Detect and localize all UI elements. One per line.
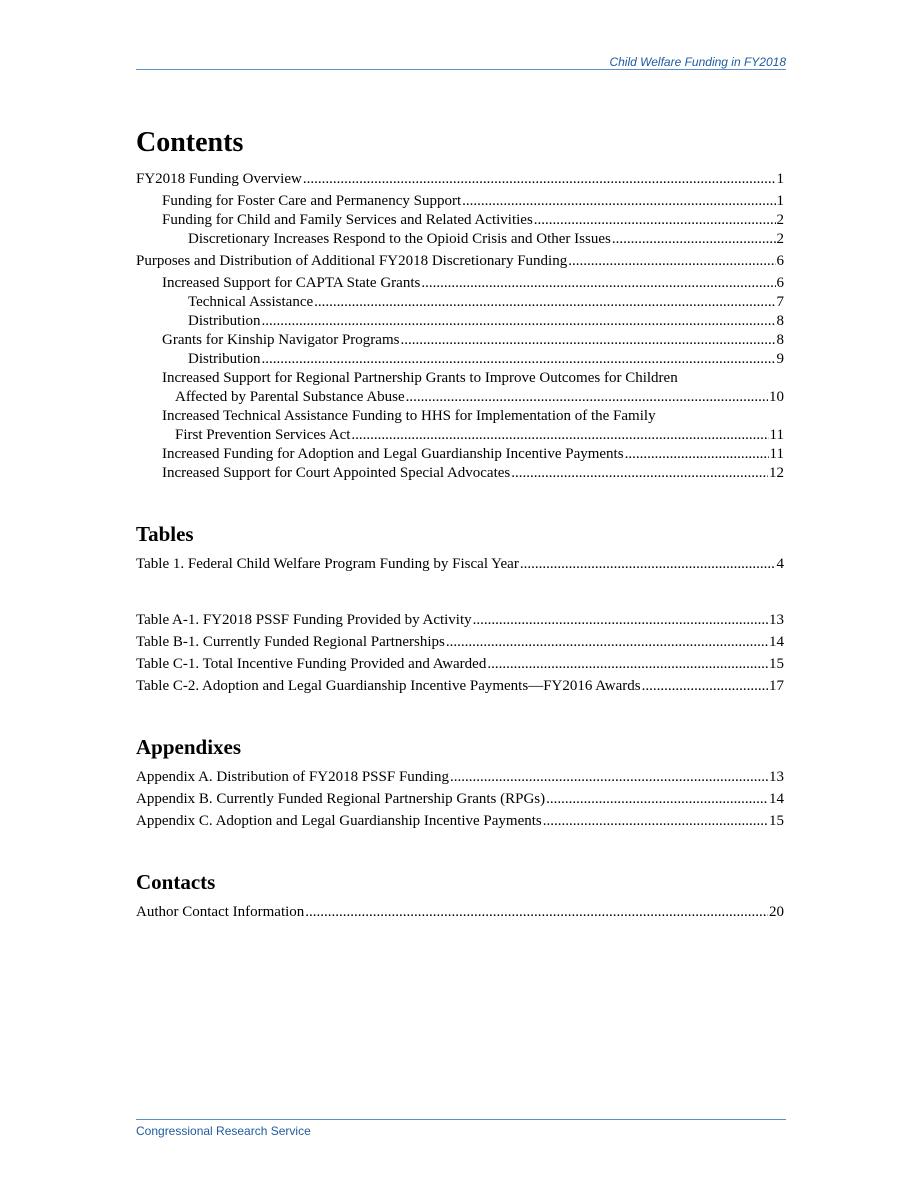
toc-entry[interactable]: Table A-1. FY2018 PSSF Funding Provided by Activity ..... 13 [136,611,784,630]
appendixes-list [136,768,784,831]
running-header-title: Child Welfare Funding in FY2018 [609,55,786,69]
appendixes-heading: Appendixes [136,735,242,759]
toc-entry[interactable]: Discretionary Increases Respond to the Opioid Crisis and Other Issues ..... 2 [136,230,784,249]
page-header [136,54,786,70]
contents-heading: Contents [136,127,244,158]
toc-entry[interactable]: Increased Support for Court Appointed Special Advocates ..... 12 [136,464,784,483]
toc-entry[interactable]: Table B-1. Currently Funded Regional Partnerships ..... 14 [136,633,784,652]
contents-list [136,170,784,483]
toc-entry[interactable]: Increased Support for CAPTA State Grants ..... 6 [136,274,784,293]
tables-heading: Tables [136,522,194,546]
contacts-heading: Contacts [136,870,216,894]
toc-entry[interactable]: Grants for Kinship Navigator Programs ..... 8 [136,331,784,350]
toc-entry[interactable]: Funding for Foster Care and Permanency Support ..... 1 [136,192,784,211]
toc-entry[interactable]: Table C-2. Adoption and Legal Guardianship Incentive Payments—FY2016 Awards ..... 17 [136,677,784,696]
toc-entry[interactable]: Increased Support for Regional Partnership Grants to Improve Outcomes for Children Affected by Parental Substance Abuse ..... 10 [136,369,784,407]
toc-entry[interactable]: Funding for Child and Family Services and Related Activities ..... 2 [136,211,784,230]
toc-entry[interactable]: Table 1. Federal Child Welfare Program Funding by Fiscal Year ..... 4 [136,555,784,574]
toc-entry[interactable]: Increased Funding for Adoption and Legal Guardianship Incentive Payments ..... 11 [136,445,784,464]
page-footer [136,1119,786,1138]
toc-entry[interactable]: Appendix C. Adoption and Legal Guardianship Incentive Payments ..... 15 [136,812,784,831]
tables-list [136,555,784,696]
toc-entry[interactable]: Increased Technical Assistance Funding to HHS for Implementation of the Family First Prevention Services Act ..... 11 [136,407,784,445]
toc-entry[interactable]: FY2018 Funding Overview ..... 1 [136,170,784,189]
toc-entry[interactable]: Technical Assistance ..... 7 [136,293,784,312]
footer-publisher: Congressional Research Service [136,1124,311,1138]
toc-entry[interactable]: Distribution ..... 8 [136,312,784,331]
toc-entry[interactable]: Purposes and Distribution of Additional FY2018 Discretionary Funding ..... 6 [136,252,784,271]
toc-entry[interactable]: Appendix A. Distribution of FY2018 PSSF Funding ..... 13 [136,768,784,787]
toc-entry[interactable]: Table C-1. Total Incentive Funding Provided and Awarded ..... 15 [136,655,784,674]
toc-entry[interactable]: Author Contact Information ..... 20 [136,903,784,922]
contacts-list [136,903,784,922]
toc-entry[interactable]: Distribution ..... 9 [136,350,784,369]
table-of-contents [136,126,784,922]
toc-entry[interactable]: Appendix B. Currently Funded Regional Partnership Grants (RPGs) ..... 14 [136,790,784,809]
